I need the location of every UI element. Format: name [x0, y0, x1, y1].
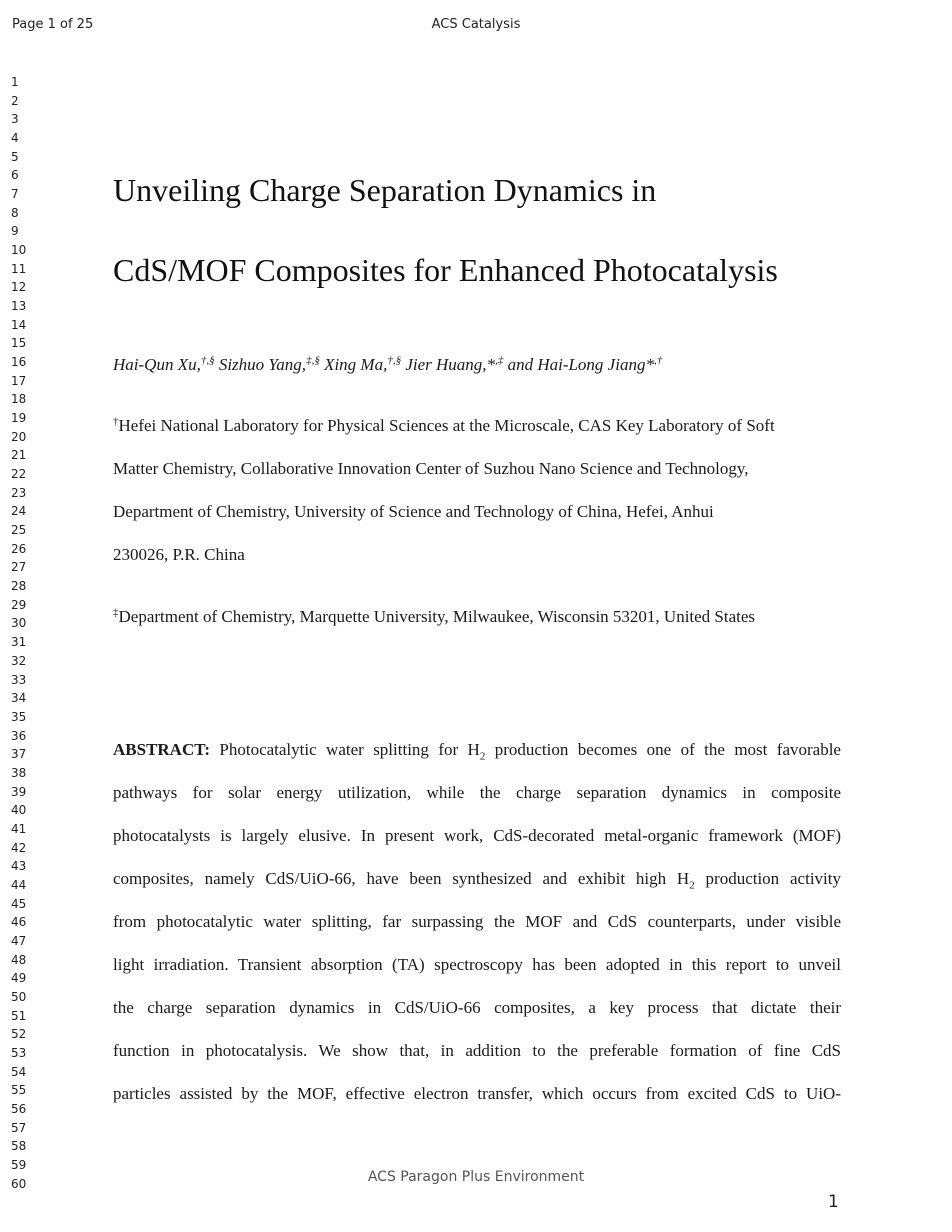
abstract-line-9: particles assisted by the MOF, effective electron transfer, which occurs from excited CdS to UiO- [113, 1084, 841, 1103]
abstract-text: production activity [694, 869, 841, 888]
line-number: 7 [11, 187, 19, 202]
author-name: Jier Huang,* [401, 355, 496, 374]
line-number: 14 [11, 317, 27, 332]
line-number: 39 [11, 784, 27, 799]
line-number: 43 [11, 859, 27, 874]
line-number: 54 [11, 1064, 27, 1079]
affiliation-2 [113, 607, 755, 627]
title-line-1: Unveiling Charge Separation Dynamics in [113, 172, 657, 208]
footer-text: ACS Paragon Plus Environment [367, 1169, 585, 1185]
author-name: and Hai-Long Jiang* [503, 355, 654, 374]
subscript: 2 [689, 879, 695, 892]
abstract-line-7: the charge separation dynamics in CdS/UiO-66 composites, a key process that dictate their [113, 998, 841, 1017]
line-number: 45 [11, 896, 27, 911]
abstract-line-4 [113, 868, 841, 890]
line-number: 1 [11, 75, 19, 89]
author-name: Xing Ma, [319, 355, 388, 374]
line-number: 18 [11, 392, 27, 407]
line-number: 2 [11, 93, 19, 108]
line-number: 16 [11, 355, 27, 370]
author-affiliation-mark: ,‡ [495, 354, 504, 367]
affiliation-1-line-3: Department of Chemistry, University of Science and Technology of China, Hefei, Anhui [113, 502, 714, 521]
line-number: 26 [11, 541, 27, 556]
line-number: 29 [11, 597, 27, 612]
page-number: 1 [828, 1192, 839, 1212]
line-number: 28 [11, 579, 27, 594]
line-numbers [11, 73, 26, 1193]
line-number: 23 [11, 485, 27, 500]
line-number: 35 [11, 709, 27, 724]
line-number: 25 [11, 523, 27, 538]
title-line-2: CdS/MOF Composites for Enhanced Photocatalysis [113, 252, 778, 288]
line-number: 37 [11, 747, 27, 762]
line-number: 33 [11, 672, 27, 687]
line-number: 49 [11, 971, 27, 986]
line-number: 31 [11, 635, 27, 650]
abstract-text: Photocatalytic water splitting for H [209, 740, 480, 759]
line-number: 53 [11, 1045, 27, 1060]
line-number: 12 [11, 280, 27, 295]
line-number: 60 [11, 1176, 27, 1191]
affiliation-mark: † [113, 415, 119, 428]
line-number: 24 [11, 504, 27, 519]
line-number: 59 [11, 1157, 27, 1172]
line-number: 44 [11, 877, 27, 892]
line-number: 50 [11, 989, 27, 1004]
line-number: 46 [11, 915, 27, 930]
abstract-line-2: pathways for solar energy utilization, while the charge separation dynamics in composite [113, 783, 841, 802]
abstract-line-5: from photocatalytic water splitting, far surpassing the MOF and CdS counterparts, under visible [113, 912, 841, 931]
line-number: 19 [11, 411, 27, 426]
author-name: Hai-Qun Xu, [113, 355, 201, 374]
line-number: 36 [11, 728, 27, 743]
line-number: 20 [11, 429, 27, 444]
line-number: 55 [11, 1083, 27, 1098]
affiliation-mark: ‡ [113, 606, 119, 619]
author-list [113, 355, 662, 375]
page-info: Page 1 of 25 [12, 17, 94, 32]
affiliation-text: Hefei National Laboratory for Physical Sciences at the Microscale, CAS Key Laboratory of Soft [118, 416, 775, 435]
affiliation-text: Department of Chemistry, Marquette University, Milwaukee, Wisconsin 53201, United States [118, 607, 756, 626]
line-number: 27 [11, 560, 27, 575]
line-number: 48 [11, 952, 27, 967]
abstract-text: production becomes one of the most favorable [485, 740, 841, 759]
author-name: Sizhuo Yang, [214, 355, 307, 374]
abstract-line-8: function in photocatalysis. We show that, in addition to the preferable formation of fine CdS [113, 1041, 841, 1060]
line-number: 52 [11, 1027, 27, 1042]
author-affiliation-mark: †,§ [200, 354, 215, 367]
line-number: 6 [11, 168, 19, 183]
author-affiliation-mark: ,† [653, 354, 663, 367]
line-number: 10 [11, 243, 27, 258]
line-number: 4 [11, 131, 19, 146]
line-number: 42 [11, 840, 27, 855]
line-number: 11 [11, 261, 27, 276]
line-number: 15 [11, 336, 27, 351]
line-number: 38 [11, 765, 27, 780]
line-number: 21 [11, 448, 27, 463]
line-number: 41 [11, 821, 27, 836]
author-affiliation-mark: ‡,§ [306, 354, 320, 367]
line-number: 34 [11, 691, 27, 706]
line-number: 3 [11, 112, 19, 127]
line-number: 40 [11, 803, 27, 818]
abstract-line-6: light irradiation. Transient absorption (TA) spectroscopy has been adopted in this report to unveil [113, 955, 841, 974]
line-number: 30 [11, 616, 27, 631]
abstract-line-3: photocatalysts is largely elusive. In present work, CdS-decorated metal-organic framework (MOF) [113, 826, 841, 845]
journal-name: ACS Catalysis [431, 17, 521, 32]
line-number: 56 [11, 1101, 27, 1116]
affiliation-1-line-4: 230026, P.R. China [113, 545, 245, 564]
line-number: 32 [11, 653, 27, 668]
line-number: 58 [11, 1139, 27, 1154]
abstract-line-1 [113, 739, 841, 761]
affiliation-1-line-2: Matter Chemistry, Collaborative Innovation Center of Suzhou Nano Science and Technology, [113, 459, 749, 478]
line-number: 5 [11, 149, 19, 164]
line-number: 8 [11, 205, 19, 220]
line-number: 13 [11, 299, 27, 314]
abstract-label: ABSTRACT: [113, 740, 210, 759]
line-number: 57 [11, 1120, 27, 1135]
affiliation-1-line-1 [113, 416, 775, 436]
abstract-text: composites, namely CdS/UiO-66, have been synthesized and exhibit high H [113, 869, 690, 888]
author-affiliation-mark: †,§ [387, 354, 402, 367]
line-number: 51 [11, 1008, 27, 1023]
subscript: 2 [479, 750, 486, 763]
line-number: 9 [11, 224, 19, 239]
line-number: 47 [11, 933, 27, 948]
line-number: 22 [11, 467, 27, 482]
line-number: 17 [11, 373, 27, 388]
